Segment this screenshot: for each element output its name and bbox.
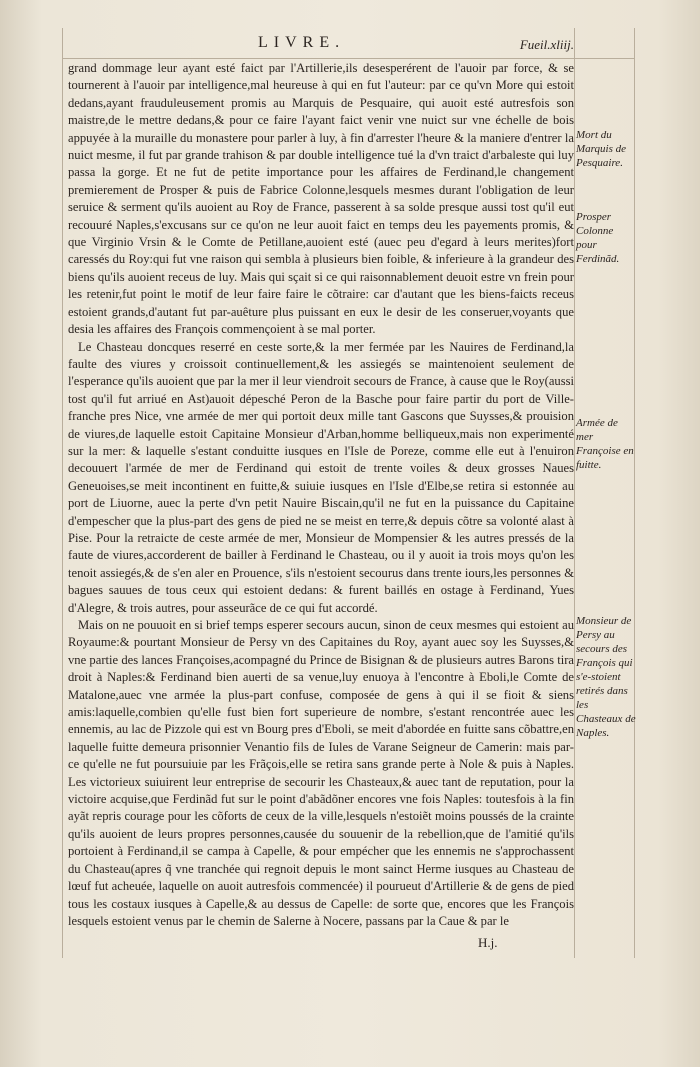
paragraph: Le Chasteau doncques reserré en ceste sorte,& la mer fermée par les Nauires de Ferdinand,la faulte des viures y croissoit continuellement,& les assiegés se maintenoient seulement de l'esperance qu'ils auoient que par la mer il leur viendroit secours de France, à cause que le Roy(aussi tost qu'il fut arriué en Ast)auoit dépesché Peron de la Basche pour faire partir du port de Ville-franche pres Nice, vne armée de mer qui portoit deux mille tant Gascons que Suysses,& prouision de viures,de laquelle estoit Capitaine Monsieur d'Arban,homme belliqueux,mais non experimenté sur la mer: & laquelle s'estant conduitte iusques en l'Isle de Poreze, comme elle eut à l'enuiron decouuert l'armée de mer de Ferdinand qui estoit de trente voiles & deux grosses Naues Geneuoises,se meit incontinent en fuitte,& suiuie iusques en l'Isle d'Elbe,se retira si estonnée au port de Liuorne, auec la perte d'vn petit Nauire Biscain,qu'il ne fut en la puissance du Capitaine d'empescher que la plus-part des gens de pied ne se meist en terre,& depuis cõtre sa volonté alast à Pise. Pour la retraicte de ceste armée de mer, Monsieur de Mompensier & les autres pressés de la faute de viures,accorderent de bailler à Ferdinand le Chasteau, ou il y auoit ia trois moys qu'on les tenoit assiegés,& de s'en aler en Prouence, s'ils n'estoient secourus dans trente iours,les personnes & bagues sauues de tous ceux qui estoient dedans: & furent baillés en ostage à Ferdinand, Yues d'Alegre, & trois autres, pour asseurãce de ce qui fut accordé. (68, 339, 575, 615)
marginal-note: Armée de mer Françoise en fuitte. (576, 417, 634, 471)
left-margin-rule (62, 28, 63, 958)
running-head: LIVRE. (258, 34, 346, 51)
marginal-note: Mort du Marquis de Pesquaire. (576, 129, 627, 169)
text-right-rule (574, 28, 575, 958)
main-text-column (68, 60, 574, 930)
signature-mark: H.j. (478, 935, 498, 950)
marginal-note: Monsieur de Persy au secours des François qui s'e-stoient retirés dans les Chasteaux de Naples. (576, 615, 636, 739)
marginal-note: Prosper Colonne pour Ferdinãd. (576, 211, 620, 265)
paragraph: Mais on ne pouuoit en si brief temps esperer secours aucun, sinon de ceux mesmes qui estoient au Royaume:& pourtant Monsieur de Persy vn des Capitaines du Roy, ayant auec soy les Suysses,& vne partie des lances Françoises,acompagné du Prince de Bisignan & de plusieurs autres Barons tira droit à Naples:& Ferdinand bien auerti de sa venue,luy enuoya à l'encontre à Eboli,le Comte de Matalone,auec vne armée la plus-part confuse, composée de gens à qui il se fioit & siens amis:laquelle,combien qu'elle fust bien fort superieure de nombre, s'estant rencontrée auec les ennemis, au lac de Pizzole qui est vn Bourg pres d'Eboli, se meit d'abordée en fuitte sans cõbattre,en laquelle fuitte demeura prisonnier Venantio fils de Iules de Varane Seigneur de Camerin: mais par-ce qu'elle ne fut poursuiuie par les Frãçois,elle se retira sans grande perte à Nole & puis à Naples. Les victorieux suiuirent leur entreprise de secourir les Chasteaux,& auec tant de reputation, pour la victoire acquise,que Ferdinãd fut sur le point d'abãdõner encores vne fois Naples: toutesfois à la fin ayãt repris courage pour les cõforts de ceux de la ville,lesquels n'estoiẽt moins poussés de la crainte qu'ils auoient de leurs propres personnes,causée du souuenir de la rebellion,que de l'amitié qu'ils portoient à Ferdinand,il se campa à Capelle, & pour empécher que les ennemis ne s'approchassent du Chasteau(apres q̃ vne tranchée qui regnoit depuis le mont sainct Herme iusques au Chasteau de lœuf fut acheuée, laquelle on auoit autresfois commencée) il pourueut d'Artillerie & de gens de pied tous les costaux iusques à Capelle,& au dessus de Capelle: de sorte que, encores que les François lesquels estoient venus par le chemin de Salerne à Nocere, passans par la Caue & par le (68, 618, 574, 928)
paragraph: grand dommage leur ayant esté faict par l'Artillerie,ils desesperérent de l'auoir par force, & se tournerent à l'auoir par intelligence,mal heureuse à qui en fut l'auteur: par ce qu'vn More qui estoit dedans,ayant frauduleusement promis au Marquis de Pesquaire, qui auoit esté autresfois son maistre,de le mettre dedans,& pour ce faire l'ayant faict venir vne nuict sur vne échelle de bois appuyée à la muraille du monastere pour parler à luy, à fin d'arrester l'heure & la maniere d'entrer la nuict mesme, il fut par grande trahison & par double intelligence tué la d'vn traict d'arbaleste qui luy passa la gorge. Et ne fut de petite importance pour les affaires de Ferdinand,le changement premierement de Prosper & puis de Fabrice Colonne,lesquels mesmes durant l'obligation de leur seruice & serment qu'ils auoient au Roy de France, passerent à sa solde presque aussi tost qu'il eut recouuré Naples,s'excusans sur ce qu'on ne leur auoit faict en temps deu les payements promis, & que Virginio Vrsin & le Comte de Petillane,auoient esté (auec peu d'egard à leurs merites)fort caressés du Roy:qui fut vne raison qui sembla à plusieurs bien foible, & inferieure à la grandeur des biens qu'ils auoient receus de luy. Mais qui sçait si ce qui raisonnablement deuoit estre vn frein pour les retenir,fut point le motif de leur faire faire le cõtraire: car d'autant que les biens-faicts receus estoient grands,d'autant fut par-auêture plus puissant en eux le desir de les conseruer,voyants que desia les affaires des François commençoient à se mal porter. (68, 61, 574, 337)
page-header (68, 34, 574, 58)
folio-number: Fueil.xliij. (519, 37, 574, 52)
header-rule (62, 58, 634, 59)
